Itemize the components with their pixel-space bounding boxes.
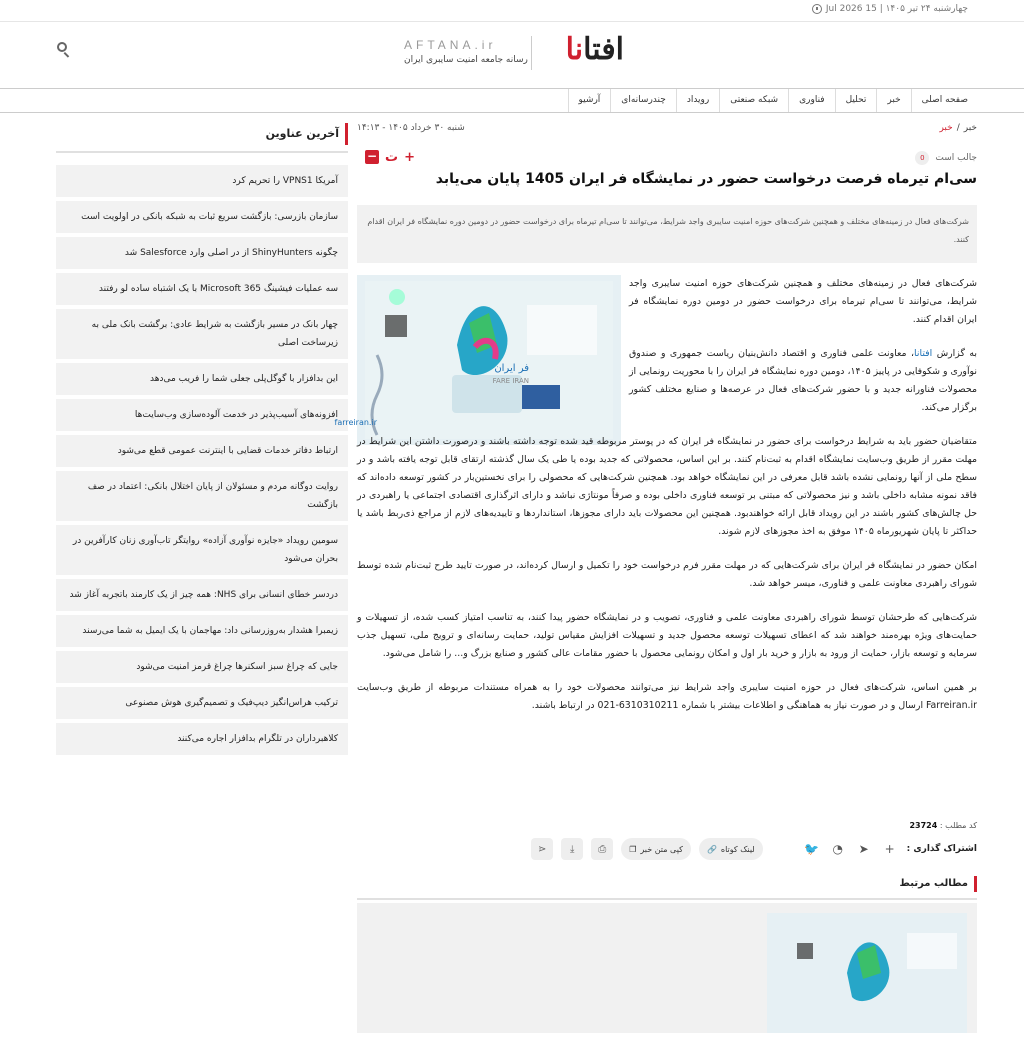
logo-divider (531, 36, 532, 70)
nav-item[interactable]: تحلیل (835, 89, 877, 112)
current-date (812, 4, 968, 14)
top-bar (0, 0, 1024, 22)
poster-title: فر ایران (494, 363, 529, 374)
copy-text-button[interactable]: کپی متن خبر ❐ (621, 838, 691, 860)
headline-item[interactable]: کلاهبرداران در تلگرام بدافزار اجاره می‌کنند (56, 723, 348, 755)
publish-date: شنبه ۳۰ خرداد ۱۴۰۵ - ۱۴:۱۳ (357, 123, 465, 133)
nav-item[interactable]: خبر (876, 89, 910, 112)
site-logo[interactable] (404, 30, 624, 84)
poster-website: farreiran.ir (334, 418, 377, 427)
paragraph-2: به گزارش افتانا، معاونت علمی فناوری و اقتصاد دانش‌بنیان ریاست جمهوری و صندوق نوآوری و شکوفایی در پاییز ۱۴۰۵، دومین دوره نمایشگاه فر ایران را با محوریت رونمایی از محصولات فناورانه جدید و با حضور شرکت‌های فعال در عرصه‌ها و صنایع مختلف کشور برگزار می‌کند. (629, 348, 978, 413)
search-icon[interactable] (55, 42, 73, 60)
link-icon: 🔗 (706, 844, 717, 854)
interesting-badge[interactable] (915, 151, 977, 165)
sidebar-title: آخرین عناوین (56, 123, 348, 145)
headline-item[interactable]: جایی که چراغ سبز اسکنرها چراغ قرمز امنیت می‌شود (56, 651, 348, 683)
share-bar (357, 835, 977, 863)
nav-item[interactable]: فناوری (788, 89, 835, 112)
print-icon[interactable]: ⎙ (591, 838, 613, 860)
headline-item[interactable]: روایت دوگانه مردم و مسئولان از پایان اختلال بانکی: اعتماد در صف بازگشت (56, 471, 348, 521)
headline-item[interactable]: چگونه ShinyHunters از در اصلی وارد Salesforce شد (56, 237, 348, 269)
related-divider (357, 898, 977, 900)
sidebar-divider (56, 151, 348, 153)
font-size-controls (365, 150, 415, 165)
breadcrumb-current[interactable]: خبر (939, 123, 953, 133)
latest-headlines-sidebar (56, 123, 348, 759)
headline-item[interactable]: افزونه‌های آسیب‌پذیر در خدمت آلوده‌سازی وب‌سایت‌ها (56, 399, 348, 431)
breadcrumb-item[interactable]: خبر (963, 123, 977, 133)
share-icon[interactable]: ⋖ (531, 838, 553, 860)
related-title: مطالب مرتبط (357, 876, 977, 892)
article-body (357, 275, 977, 731)
headline-item[interactable]: دردسر خطای انسانی برای NHS: همه چیز از یک کارمند باتجربه آغاز شد (56, 579, 348, 611)
twitter-icon[interactable]: 🐦 (804, 842, 820, 856)
copy-icon: ❐ (629, 844, 637, 854)
nav-item[interactable]: آرشیو (568, 89, 611, 112)
badge-count: 0 (915, 151, 929, 165)
nav-item[interactable]: رویداد (676, 89, 719, 112)
paragraph-4: امکان حضور در نمایشگاه فر ایران برای شرکت‌هایی که در مهلت مقرر فرم درخواست خود را تکمیل و ارسال کرده‌اند، در صورت تایید طرح ثبت‌نام شده توسط شورای راهبردی معاونت علمی و فناوری، میسر خواهد شد. (357, 560, 977, 589)
short-link-button[interactable]: لینک کوتاه 🔗 (699, 838, 763, 860)
increase-font-button[interactable]: + (404, 150, 415, 165)
related-card[interactable] (357, 903, 977, 1033)
plus-icon[interactable]: + (884, 842, 895, 856)
date-text: چهارشنبه ۲۴ تیر ۱۴۰۵ | 15 Jul 2026 (825, 4, 968, 14)
whatsapp-icon[interactable]: ◔ (832, 842, 843, 856)
main-nav (0, 88, 1024, 113)
related-section (357, 876, 977, 900)
article-title: سی‌ام تیرماه فرصت درخواست حضور در نمایشگاه فر ایران 1405 پایان می‌یابد (435, 171, 977, 187)
paragraph-5: شرکت‌هایی که طرحشان توسط شورای راهبردی معاونت علمی و فناوری، تصویب و در نمایشگاه حضور پیدا کنند، به تناسب امتیاز کسب شده، از تسهیلات و حمایت‌های ویژه بهره‌مند خواهند شد که اعطای تسهیلات توسعه محصول جدید و تسهیلات افزایش مقیاس تولید، حمایت رسانه‌ای و ترویج ملی، تسهیل جذب سرمایه و توسعه بازار، حمایت از ورود به بازار و خرید بار اول و امکان رونمایی محصول با حضور مقامات عالی کشور و صنایع بزرگ و... را شامل می‌شود. (357, 612, 977, 659)
font-glyph-icon: ت (385, 150, 399, 165)
headline-item[interactable]: آمریکا VPNS1 را تحریم کرد (56, 165, 348, 197)
nav-item[interactable]: شبکه صنعتی (719, 89, 788, 112)
headline-item[interactable]: سازمان بازرسی: بازگشت سریع ثبات به شبکه بانکی در اولویت است (56, 201, 348, 233)
share-label: اشتراک گذاری : (906, 844, 977, 854)
clock-icon (812, 4, 822, 14)
article-code: کد مطلب : 23724 (909, 821, 977, 830)
related-thumbnail[interactable] (767, 913, 967, 1033)
site-header (0, 22, 1024, 88)
nav-item[interactable]: چندرسانه‌ای (610, 89, 676, 112)
source-link[interactable]: افتانا (914, 348, 933, 359)
logo-latin: AFTANA.ir (404, 38, 497, 52)
headline-item[interactable]: ترکیب هراس‌انگیز دیپ‌فیک و تصمیم‌گیری هوش مصنوعی (56, 687, 348, 719)
decrease-font-button[interactable]: − (366, 149, 378, 163)
headline-item[interactable]: ارتباط دفاتر خدمات قضایی با اینترنت عمومی قطع می‌شود (56, 435, 348, 467)
telegram-icon[interactable]: ➤ (858, 842, 869, 856)
headline-item[interactable]: سه عملیات فیشینگ Microsoft 365 با یک اشتباه ساده لو رفتند (56, 273, 348, 305)
logo-persian: افتانا (565, 32, 624, 67)
paragraph-6: بر همین اساس، شرکت‌های فعال در حوزه امنیت سایبری واجد شرایط نیز می‌توانند محصولات خود را به همراه مستندات مربوطه از طریق وب‌سایت Farreiran.ir ارسال و در صورت نیاز به هماهنگی و اطلاعات بیشتر با شماره 6310310211-021 در ارتباط باشند. (357, 682, 977, 711)
headline-item[interactable]: چهار بانک در مسیر بازگشت به شرایط عادی: برگشت بانک ملی به زیرساخت اصلی (56, 309, 348, 359)
logo-tagline: رسانه جامعه امنیت سایبری ایران (404, 55, 528, 65)
headline-item[interactable]: این بدافزار با گوگل‌پلی جعلی شما را فریب می‌دهد (56, 363, 348, 395)
paragraph-1: شرکت‌های فعال در زمینه‌های مختلف و همچنین شرکت‌های حوزه امنیت سایبری واجد شرایط، می‌توانند تا سی‌ام تیرماه برای درخواست حضور در دومین دوره نمایشگاه فر ایران اقدام کنند. (629, 278, 977, 325)
poster-latin: FARE IRAN (492, 377, 529, 385)
breadcrumb (939, 123, 977, 133)
nav-item[interactable]: صفحه اصلی (911, 89, 968, 112)
breadcrumb-separator: / (956, 123, 960, 133)
article-code-value: 23724 (909, 821, 938, 830)
headline-item[interactable]: سومین رویداد «جایزه نوآوری آزاده» روایتگر تاب‌آوری زنان کارآفرین در بحران می‌شود (56, 525, 348, 575)
badge-label: جالب است (935, 153, 977, 163)
download-icon[interactable]: ⤓ (561, 838, 583, 860)
paragraph-3: متقاضیان حضور باید به شرایط درخواست برای حضور در نمایشگاه فر ایران که در پوستر مربوطه قید شده توجه داشته باشند و درصورت داشتن این شرایط در مهلت مقرر از طریق وب‌سایت نمایشگاه اقدام به ثبت‌نام کنند. بر این اساس، محصولاتی که جدید بوده یا طی یک سال گذشته ارتقای قابل توجه یافته باشد و در سطح ملی از آنها رونمایی نشده باشد قابل معرفی در این نمایشگاه خواهد بود. همچنین شرکت‌هایی که محصولی را برای نخستین‌بار در کشور توسعه داده‌اند که فاقد نمونه مشابه داخلی باشد و نیز محصولاتی که مبتنی بر توسعه فناوری داخلی بوده و صرفاً مونتاژی نباشد و دارای اثرگذاری اقتصادی اجتماعی یا راهبردی در حل چالش‌های کشور باشند در این رویداد قابل ارائه خواهندبود. همچنین این محصولات باید دارای مجوزها، استانداردها و تاییدیه‌های لازم از مراجع ذی‌ربط باشد یا حداکثر تا پایان شهریورماه ۱۴۰۵ موفق به اخذ مجوزهای لازم شوند. (357, 436, 977, 537)
headline-item[interactable]: زیمبرا هشدار به‌روزرسانی داد: مهاجمان با یک ایمیل به شما می‌رسند (56, 615, 348, 647)
article-lead: شرکت‌های فعال در زمینه‌های مختلف و همچنین شرکت‌های حوزه امنیت سایبری واجد شرایط، می‌توانند تا سی‌ام تیرماه برای درخواست حضور در دومین دوره نمایشگاه فر ایران اقدام کنند. (357, 205, 977, 263)
